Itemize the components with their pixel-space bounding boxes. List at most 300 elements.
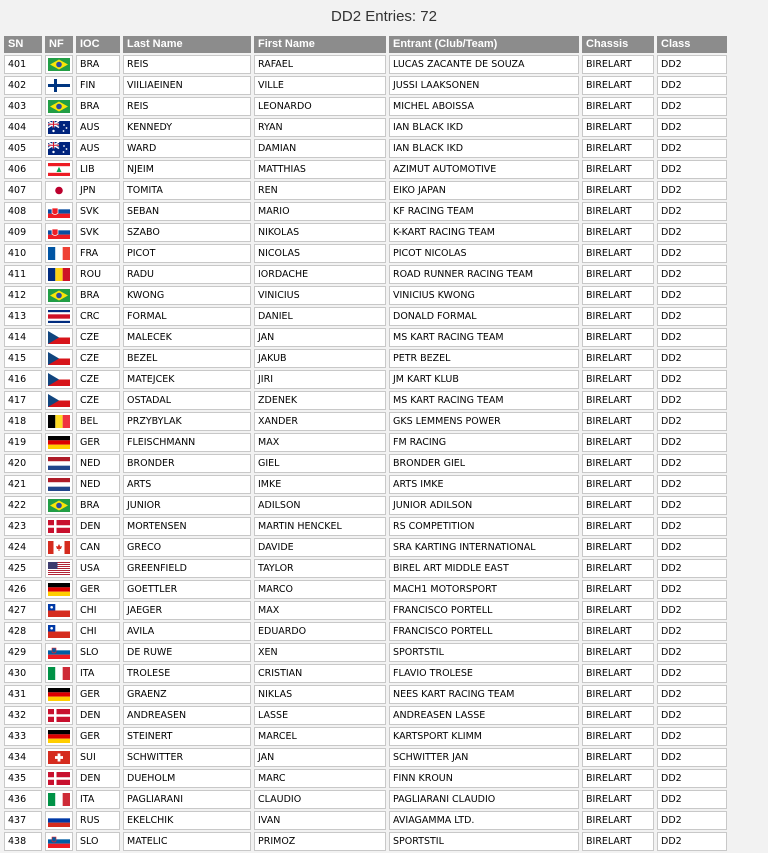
cell-sn: 428 (4, 622, 42, 641)
flag-bra-icon (48, 289, 70, 302)
cell-chassis: BIRELART (582, 412, 654, 431)
cell-chassis: BIRELART (582, 769, 654, 788)
table-row (4, 202, 727, 221)
cell-entrant: PETR BEZEL (389, 349, 579, 368)
cell-sn: 423 (4, 517, 42, 536)
header-class[interactable]: Class (657, 36, 727, 53)
flag-cze-icon (48, 352, 70, 365)
cell-class: DD2 (657, 97, 727, 116)
cell-first-name: JAN (254, 748, 386, 767)
cell-first-name: REN (254, 181, 386, 200)
cell-chassis: BIRELART (582, 391, 654, 410)
cell-sn: 414 (4, 328, 42, 347)
cell-last-name: ANDREASEN (123, 706, 251, 725)
cell-chassis: BIRELART (582, 370, 654, 389)
cell-last-name: SCHWITTER (123, 748, 251, 767)
cell-last-name: MORTENSEN (123, 517, 251, 536)
cell-chassis: BIRELART (582, 601, 654, 620)
cell-entrant: FLAVIO TROLESE (389, 664, 579, 683)
cell-last-name: FORMAL (123, 307, 251, 326)
flag-bel-icon (48, 415, 70, 428)
table-row (4, 328, 727, 347)
table-row (4, 538, 727, 557)
cell-last-name: DE RUWE (123, 643, 251, 662)
cell-entrant: IAN BLACK IKD (389, 118, 579, 137)
cell-last-name: RADU (123, 265, 251, 284)
cell-first-name: LEONARDO (254, 97, 386, 116)
header-nf[interactable]: NF (45, 36, 73, 53)
cell-flag (45, 559, 73, 578)
flag-rus-icon (48, 814, 70, 827)
flag-cze-icon (48, 331, 70, 344)
cell-class: DD2 (657, 391, 727, 410)
cell-last-name: AVILA (123, 622, 251, 641)
cell-sn: 411 (4, 265, 42, 284)
flag-chi-icon (48, 604, 70, 617)
cell-sn: 419 (4, 433, 42, 452)
cell-entrant: EIKO JAPAN (389, 181, 579, 200)
cell-first-name: NICOLAS (254, 244, 386, 263)
cell-ioc: CZE (76, 349, 120, 368)
cell-last-name: TROLESE (123, 664, 251, 683)
cell-class: DD2 (657, 223, 727, 242)
table-row (4, 496, 727, 515)
cell-sn: 430 (4, 664, 42, 683)
cell-first-name: MAX (254, 433, 386, 452)
cell-entrant: KARTSPORT KLIMM (389, 727, 579, 746)
cell-chassis: BIRELART (582, 727, 654, 746)
cell-ioc: ROU (76, 265, 120, 284)
cell-first-name: RAFAEL (254, 55, 386, 74)
cell-last-name: PICOT (123, 244, 251, 263)
flag-svk-icon (48, 205, 70, 218)
cell-first-name: XEN (254, 643, 386, 662)
cell-ioc: SVK (76, 202, 120, 221)
cell-sn: 413 (4, 307, 42, 326)
cell-last-name: GRECO (123, 538, 251, 557)
cell-last-name: PAGLIARANI (123, 790, 251, 809)
flag-can-icon (48, 541, 70, 554)
cell-chassis: BIRELART (582, 748, 654, 767)
cell-ioc: CRC (76, 307, 120, 326)
cell-last-name: REIS (123, 55, 251, 74)
cell-flag (45, 286, 73, 305)
cell-class: DD2 (657, 664, 727, 683)
cell-sn: 415 (4, 349, 42, 368)
flag-slo-icon (48, 835, 70, 848)
cell-first-name: JIRI (254, 370, 386, 389)
header-row (4, 36, 727, 53)
cell-ioc: BRA (76, 496, 120, 515)
cell-ioc: AUS (76, 118, 120, 137)
cell-sn: 432 (4, 706, 42, 725)
cell-first-name: MATTHIAS (254, 160, 386, 179)
cell-first-name: ZDENEK (254, 391, 386, 410)
cell-class: DD2 (657, 748, 727, 767)
cell-entrant: SPORTSTIL (389, 832, 579, 851)
cell-entrant: PAGLIARANI CLAUDIO (389, 790, 579, 809)
cell-flag (45, 223, 73, 242)
table-row (4, 55, 727, 74)
cell-first-name: RYAN (254, 118, 386, 137)
cell-ioc: BRA (76, 55, 120, 74)
cell-entrant: FRANCISCO PORTELL (389, 601, 579, 620)
cell-flag (45, 517, 73, 536)
table-row (4, 664, 727, 683)
header-first-name[interactable]: First Name (254, 36, 386, 53)
cell-class: DD2 (657, 517, 727, 536)
flag-den-icon (48, 520, 70, 533)
cell-entrant: AVIAGAMMA LTD. (389, 811, 579, 830)
cell-flag (45, 202, 73, 221)
cell-ioc: GER (76, 727, 120, 746)
cell-first-name: GIEL (254, 454, 386, 473)
cell-flag (45, 307, 73, 326)
cell-last-name: JAEGER (123, 601, 251, 620)
cell-last-name: TOMITA (123, 181, 251, 200)
header-last-name[interactable]: Last Name (123, 36, 251, 53)
cell-chassis: BIRELART (582, 580, 654, 599)
cell-last-name: ARTS (123, 475, 251, 494)
cell-chassis: BIRELART (582, 559, 654, 578)
cell-last-name: MATELIC (123, 832, 251, 851)
cell-ioc: GER (76, 580, 120, 599)
cell-ioc: FRA (76, 244, 120, 263)
cell-chassis: BIRELART (582, 118, 654, 137)
table-row (4, 517, 727, 536)
cell-entrant: VINICIUS KWONG (389, 286, 579, 305)
cell-class: DD2 (657, 475, 727, 494)
flag-usa-icon (48, 562, 70, 575)
cell-entrant: MS KART RACING TEAM (389, 391, 579, 410)
cell-ioc: BRA (76, 97, 120, 116)
cell-chassis: BIRELART (582, 349, 654, 368)
header-ioc[interactable]: IOC (76, 36, 120, 53)
table-row (4, 349, 727, 368)
cell-ioc: CHI (76, 622, 120, 641)
flag-ita-icon (48, 793, 70, 806)
cell-last-name: FLEISCHMANN (123, 433, 251, 452)
cell-chassis: BIRELART (582, 139, 654, 158)
cell-class: DD2 (657, 559, 727, 578)
cell-entrant: ARTS IMKE (389, 475, 579, 494)
cell-class: DD2 (657, 769, 727, 788)
cell-sn: 426 (4, 580, 42, 599)
cell-chassis: BIRELART (582, 97, 654, 116)
cell-entrant: SRA KARTING INTERNATIONAL (389, 538, 579, 557)
cell-chassis: BIRELART (582, 643, 654, 662)
flag-sui-icon (48, 751, 70, 764)
cell-ioc: SLO (76, 832, 120, 851)
table-row (4, 643, 727, 662)
cell-class: DD2 (657, 307, 727, 326)
flag-ita-icon (48, 667, 70, 680)
cell-chassis: BIRELART (582, 496, 654, 515)
cell-ioc: CZE (76, 391, 120, 410)
table-row (4, 412, 727, 431)
table-row (4, 685, 727, 704)
cell-ioc: AUS (76, 139, 120, 158)
cell-sn: 425 (4, 559, 42, 578)
cell-first-name: MARTIN HENCKEL (254, 517, 386, 536)
flag-svk-icon (48, 226, 70, 239)
cell-chassis: BIRELART (582, 706, 654, 725)
cell-sn: 404 (4, 118, 42, 137)
cell-flag (45, 601, 73, 620)
cell-chassis: BIRELART (582, 265, 654, 284)
cell-entrant: LUCAS ZACANTE DE SOUZA (389, 55, 579, 74)
cell-sn: 435 (4, 769, 42, 788)
cell-last-name: DUEHOLM (123, 769, 251, 788)
cell-flag (45, 412, 73, 431)
cell-sn: 401 (4, 55, 42, 74)
flag-aus-icon (48, 142, 70, 155)
cell-class: DD2 (657, 412, 727, 431)
cell-ioc: USA (76, 559, 120, 578)
table-row (4, 706, 727, 725)
cell-ioc: JPN (76, 181, 120, 200)
table-row (4, 727, 727, 746)
table-row (4, 76, 727, 95)
cell-sn: 429 (4, 643, 42, 662)
cell-flag (45, 391, 73, 410)
cell-flag (45, 265, 73, 284)
cell-flag (45, 97, 73, 116)
table-row (4, 748, 727, 767)
cell-first-name: VILLE (254, 76, 386, 95)
cell-first-name: DAMIAN (254, 139, 386, 158)
flag-slo-icon (48, 646, 70, 659)
cell-class: DD2 (657, 265, 727, 284)
cell-entrant: JUSSI LAAKSONEN (389, 76, 579, 95)
cell-flag (45, 496, 73, 515)
cell-sn: 427 (4, 601, 42, 620)
cell-sn: 438 (4, 832, 42, 851)
cell-last-name: GRAENZ (123, 685, 251, 704)
cell-first-name: NIKOLAS (254, 223, 386, 242)
cell-first-name: EDUARDO (254, 622, 386, 641)
cell-first-name: NIKLAS (254, 685, 386, 704)
cell-flag (45, 118, 73, 137)
cell-last-name: PRZYBYLAK (123, 412, 251, 431)
cell-class: DD2 (657, 832, 727, 851)
table-row (4, 160, 727, 179)
flag-den-icon (48, 709, 70, 722)
cell-class: DD2 (657, 328, 727, 347)
flag-rou-icon (48, 268, 70, 281)
flag-fra-icon (48, 247, 70, 260)
cell-entrant: BRONDER GIEL (389, 454, 579, 473)
cell-entrant: FM RACING (389, 433, 579, 452)
cell-entrant: MACH1 MOTORSPORT (389, 580, 579, 599)
cell-sn: 436 (4, 790, 42, 809)
cell-chassis: BIRELART (582, 160, 654, 179)
cell-flag (45, 832, 73, 851)
cell-entrant: SCHWITTER JAN (389, 748, 579, 767)
header-sn[interactable]: SN (4, 36, 42, 53)
cell-class: DD2 (657, 811, 727, 830)
table-row (4, 622, 727, 641)
cell-sn: 437 (4, 811, 42, 830)
cell-flag (45, 475, 73, 494)
table-row (4, 370, 727, 389)
cell-ioc: ITA (76, 790, 120, 809)
cell-ioc: CHI (76, 601, 120, 620)
flag-bra-icon (48, 100, 70, 113)
cell-ioc: BRA (76, 286, 120, 305)
cell-sn: 409 (4, 223, 42, 242)
cell-chassis: BIRELART (582, 622, 654, 641)
cell-flag (45, 748, 73, 767)
flag-bra-icon (48, 499, 70, 512)
table-row (4, 244, 727, 263)
cell-chassis: BIRELART (582, 328, 654, 347)
cell-flag (45, 139, 73, 158)
cell-class: DD2 (657, 601, 727, 620)
cell-last-name: VIILIAEINEN (123, 76, 251, 95)
cell-sn: 433 (4, 727, 42, 746)
cell-chassis: BIRELART (582, 664, 654, 683)
cell-first-name: TAYLOR (254, 559, 386, 578)
cell-entrant: NEES KART RACING TEAM (389, 685, 579, 704)
cell-ioc: LIB (76, 160, 120, 179)
cell-chassis: BIRELART (582, 286, 654, 305)
table-row (4, 559, 727, 578)
cell-last-name: KENNEDY (123, 118, 251, 137)
cell-class: DD2 (657, 643, 727, 662)
cell-last-name: MALECEK (123, 328, 251, 347)
cell-sn: 410 (4, 244, 42, 263)
cell-entrant: ROAD RUNNER RACING TEAM (389, 265, 579, 284)
cell-sn: 405 (4, 139, 42, 158)
cell-chassis: BIRELART (582, 55, 654, 74)
cell-class: DD2 (657, 580, 727, 599)
table-row (4, 286, 727, 305)
flag-bra-icon (48, 58, 70, 71)
cell-flag (45, 349, 73, 368)
flag-den-icon (48, 772, 70, 785)
cell-last-name: STEINERT (123, 727, 251, 746)
cell-flag (45, 664, 73, 683)
cell-last-name: GREENFIELD (123, 559, 251, 578)
table-row (4, 433, 727, 452)
cell-entrant: PICOT NICOLAS (389, 244, 579, 263)
cell-flag (45, 55, 73, 74)
cell-flag (45, 370, 73, 389)
cell-first-name: IVAN (254, 811, 386, 830)
cell-sn: 406 (4, 160, 42, 179)
cell-sn: 421 (4, 475, 42, 494)
cell-last-name: BEZEL (123, 349, 251, 368)
table-row (4, 307, 727, 326)
flag-jpn-icon (48, 184, 70, 197)
cell-sn: 418 (4, 412, 42, 431)
cell-ioc: NED (76, 454, 120, 473)
cell-last-name: WARD (123, 139, 251, 158)
cell-ioc: RUS (76, 811, 120, 830)
cell-entrant: JUNIOR ADILSON (389, 496, 579, 515)
cell-chassis: BIRELART (582, 475, 654, 494)
cell-first-name: IORDACHE (254, 265, 386, 284)
table-row (4, 832, 727, 851)
cell-last-name: OSTADAL (123, 391, 251, 410)
cell-first-name: MARCO (254, 580, 386, 599)
cell-class: DD2 (657, 118, 727, 137)
cell-last-name: EKELCHIK (123, 811, 251, 830)
cell-chassis: BIRELART (582, 223, 654, 242)
cell-class: DD2 (657, 370, 727, 389)
cell-sn: 417 (4, 391, 42, 410)
cell-last-name: BRONDER (123, 454, 251, 473)
table-row (4, 265, 727, 284)
cell-ioc: SUI (76, 748, 120, 767)
cell-first-name: MARC (254, 769, 386, 788)
cell-chassis: BIRELART (582, 307, 654, 326)
cell-sn: 407 (4, 181, 42, 200)
flag-fin-icon (48, 79, 70, 92)
cell-flag (45, 685, 73, 704)
cell-first-name: ADILSON (254, 496, 386, 515)
cell-last-name: JUNIOR (123, 496, 251, 515)
cell-entrant: SPORTSTIL (389, 643, 579, 662)
cell-entrant: AZIMUT AUTOMOTIVE (389, 160, 579, 179)
flag-crc-icon (48, 310, 70, 323)
cell-flag (45, 160, 73, 179)
cell-flag (45, 433, 73, 452)
cell-last-name: MATEJCEK (123, 370, 251, 389)
flag-ned-icon (48, 478, 70, 491)
cell-flag (45, 328, 73, 347)
table-row (4, 223, 727, 242)
table-row (4, 139, 727, 158)
cell-flag (45, 727, 73, 746)
cell-first-name: VINICIUS (254, 286, 386, 305)
cell-first-name: IMKE (254, 475, 386, 494)
cell-sn: 412 (4, 286, 42, 305)
cell-class: DD2 (657, 244, 727, 263)
cell-sn: 402 (4, 76, 42, 95)
cell-ioc: NED (76, 475, 120, 494)
flag-lib-icon (48, 163, 70, 176)
page-title: DD2 Entries: 72 (331, 8, 437, 25)
cell-ioc: CZE (76, 370, 120, 389)
cell-ioc: GER (76, 433, 120, 452)
cell-chassis: BIRELART (582, 202, 654, 221)
cell-class: DD2 (657, 727, 727, 746)
cell-chassis: BIRELART (582, 517, 654, 536)
cell-sn: 431 (4, 685, 42, 704)
header-entrant[interactable]: Entrant (Club/Team) (389, 36, 579, 53)
cell-chassis: BIRELART (582, 181, 654, 200)
header-chassis[interactable]: Chassis (582, 36, 654, 53)
cell-chassis: BIRELART (582, 454, 654, 473)
cell-class: DD2 (657, 496, 727, 515)
table-row (4, 454, 727, 473)
cell-ioc: CZE (76, 328, 120, 347)
cell-first-name: LASSE (254, 706, 386, 725)
cell-ioc: DEN (76, 769, 120, 788)
cell-ioc: GER (76, 685, 120, 704)
cell-entrant: FRANCISCO PORTELL (389, 622, 579, 641)
cell-class: DD2 (657, 433, 727, 452)
flag-ger-icon (48, 730, 70, 743)
cell-ioc: CAN (76, 538, 120, 557)
cell-flag (45, 769, 73, 788)
cell-entrant: ANDREASEN LASSE (389, 706, 579, 725)
table-row (4, 391, 727, 410)
cell-last-name: GOETTLER (123, 580, 251, 599)
cell-first-name: CLAUDIO (254, 790, 386, 809)
